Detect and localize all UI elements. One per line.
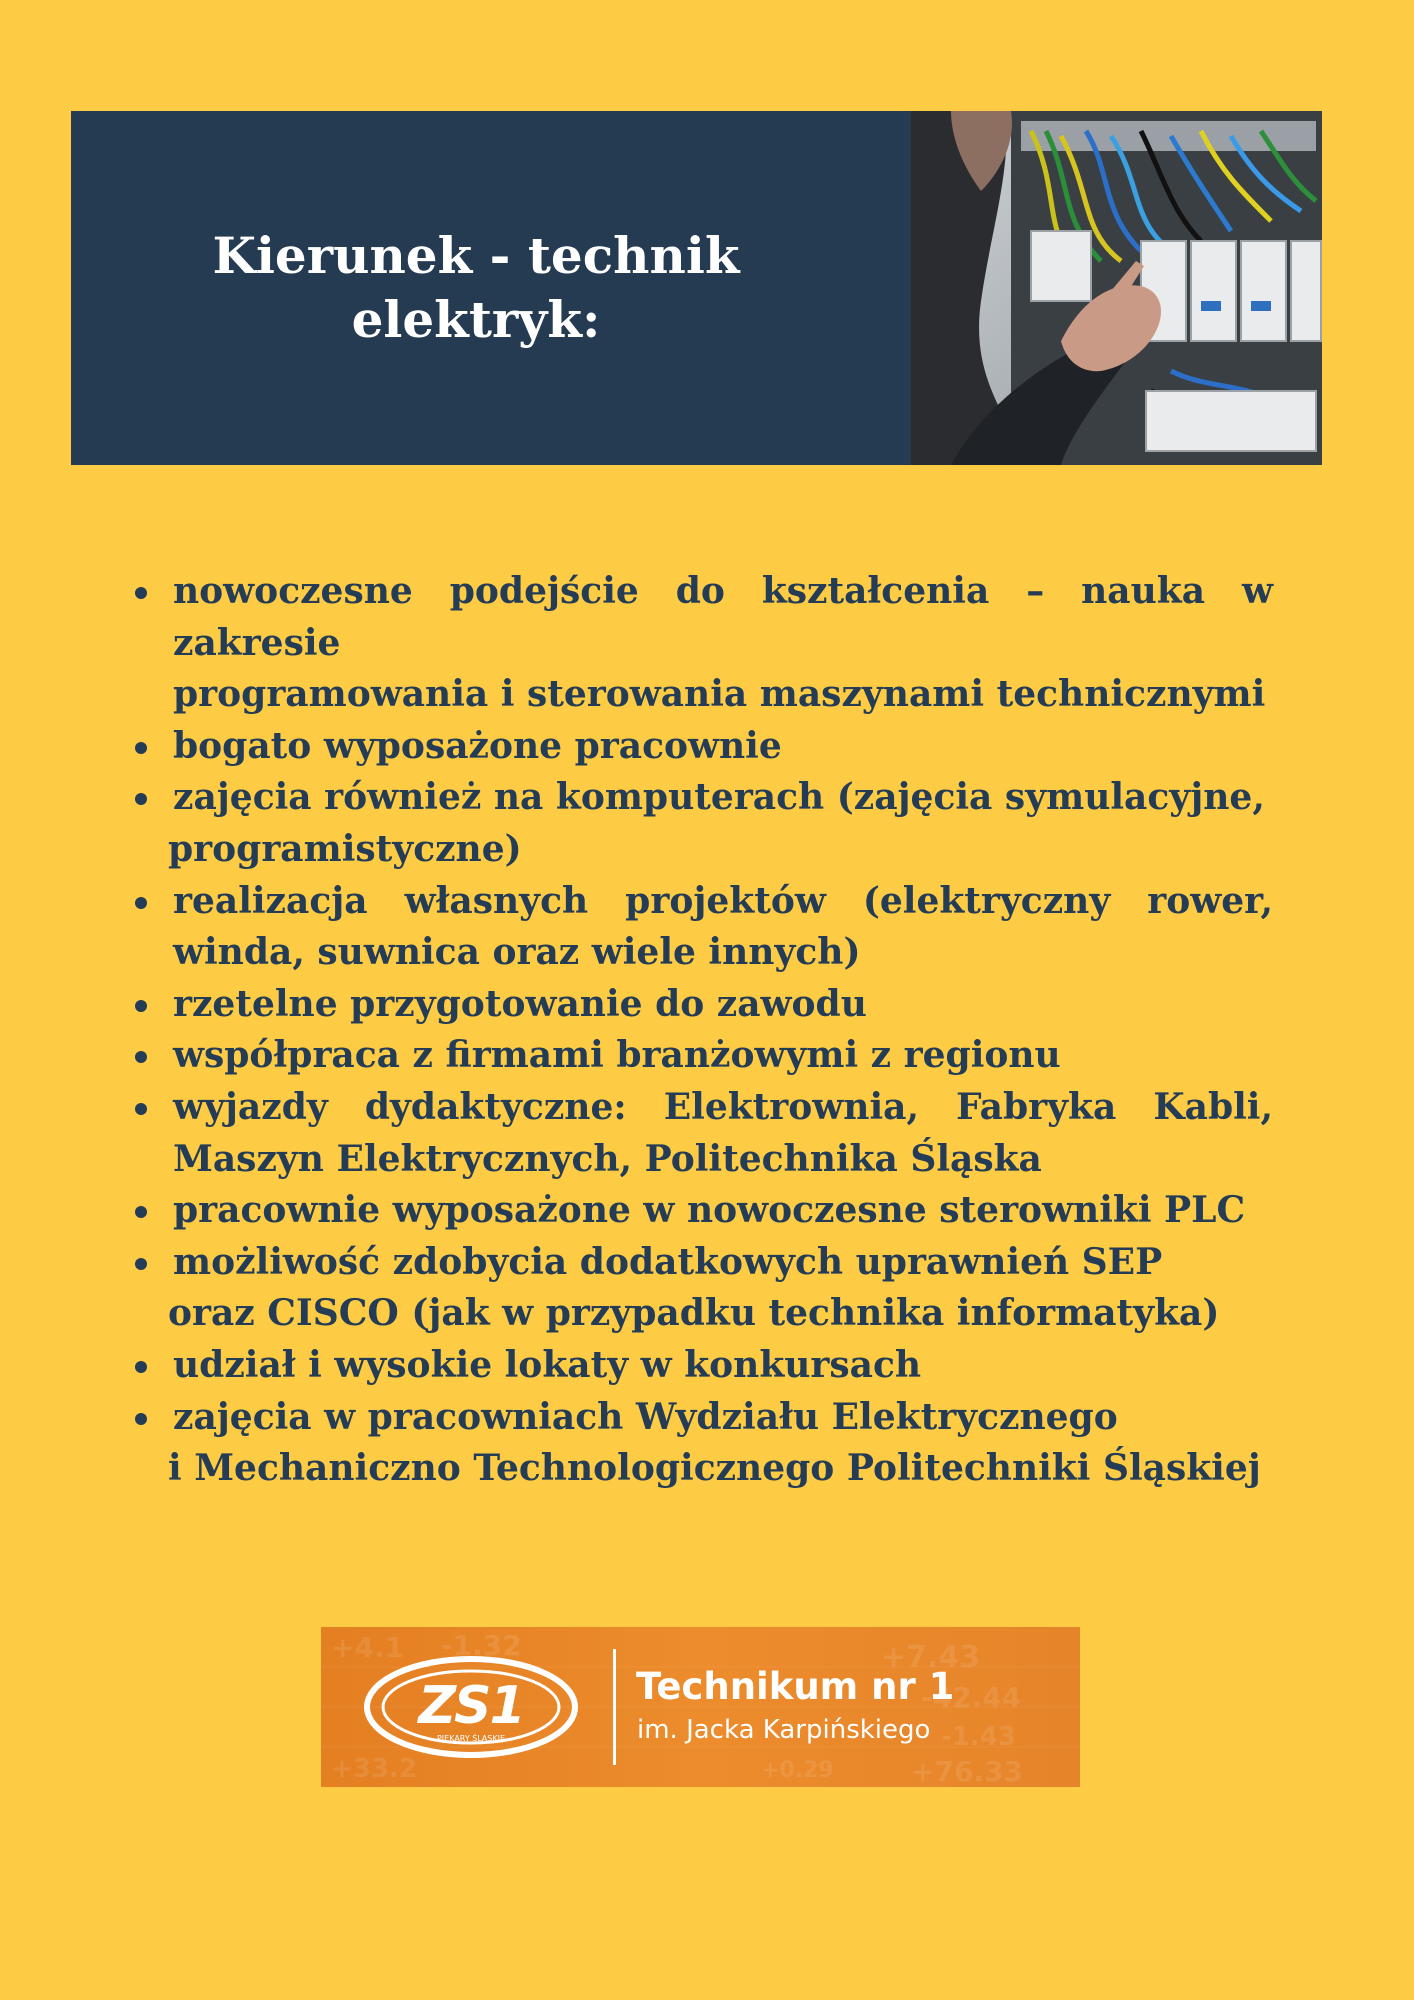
school-logo-banner	[321, 1627, 1080, 1787]
page-title	[196, 224, 756, 352]
list-item: możliwość zdobycia dodatkowych uprawnień SEP oraz CISCO (jak w przypadku technika informatyka)	[128, 1237, 1273, 1340]
list-item: bogato wyposażone pracownie	[128, 721, 1273, 773]
svg-text:+7.43: +7.43	[881, 1640, 981, 1675]
list-item: współpraca z firmami branżowymi z regionu	[128, 1030, 1273, 1082]
svg-text:-1.43: -1.43	[941, 1722, 1016, 1752]
svg-text:+76.33: +76.33	[911, 1755, 1024, 1787]
emblem-text: ZS1	[418, 1676, 524, 1736]
list-item: pracownie wyposażone w nowoczesne sterowniki PLC	[128, 1185, 1273, 1237]
svg-text:-42.44: -42.44	[921, 1681, 1022, 1714]
svg-text:+0.29: +0.29	[761, 1758, 834, 1783]
list-item: realizacja własnych projektów (elektryczny rower, winda, suwnica oraz wiele innych)	[128, 876, 1273, 979]
school-subtitle: im. Jacka Karpińskiego	[637, 1715, 931, 1745]
electrician-photo	[911, 111, 1322, 465]
list-item: zajęcia również na komputerach (zajęcia symulacyjne, programistyczne)	[128, 772, 1273, 875]
list-item: zajęcia w pracowniach Wydziału Elektrycznego i Mechaniczno Technologicznego Politechniki Śląskiej	[128, 1392, 1273, 1495]
title-line-2: elektryk:	[351, 290, 601, 349]
svg-text:+33.2: +33.2	[331, 1754, 417, 1784]
list-item: rzetelne przygotowanie do zawodu	[128, 979, 1273, 1031]
svg-text:-1.32: -1.32	[441, 1629, 522, 1662]
emblem-subtext: PIEKARY ŚLĄSKIE	[436, 1734, 506, 1743]
school-name: Technikum nr 1	[636, 1665, 955, 1708]
zs1-emblem-logo	[361, 1655, 581, 1763]
title-line-1: Kierunek - technik	[212, 226, 740, 285]
banner-title-box	[71, 111, 911, 465]
list-item: udział i wysokie lokaty w konkursach	[128, 1340, 1273, 1392]
svg-text:+4.1: +4.1	[331, 1631, 405, 1664]
logo-divider	[613, 1649, 616, 1765]
feature-list	[128, 566, 1273, 1495]
header-banner	[71, 111, 1322, 465]
list-item: wyjazdy dydaktyczne: Elektrownia, Fabryka Kabli, Maszyn Elektrycznych, Politechnika Śląska	[128, 1082, 1273, 1185]
list-item: nowoczesne podejście do kształcenia – nauka w zakresie programowania i sterowania maszynami technicznymi	[128, 566, 1273, 721]
